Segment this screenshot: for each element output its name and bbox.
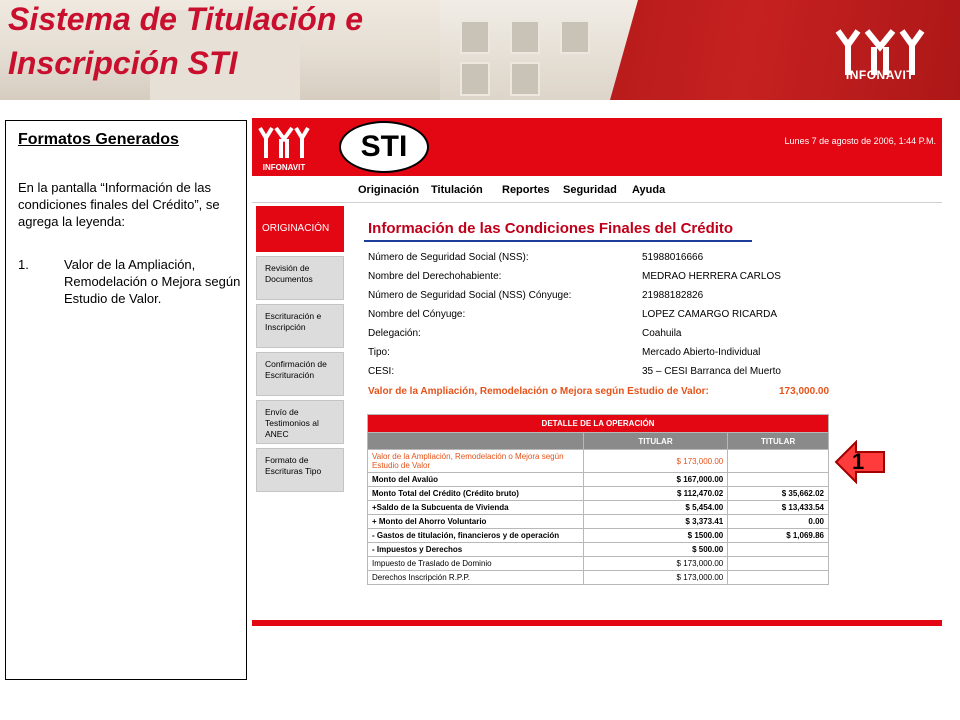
sidebar-item-revision[interactable]: Revisión de Documentos	[256, 256, 344, 300]
app-logo-text: INFONAVIT	[262, 163, 306, 172]
field-label: Número de Seguridad Social (NSS) Cónyuge:	[368, 290, 572, 301]
sidebar-item-formato[interactable]: Formato de Escrituras Tipo	[256, 448, 344, 492]
field-label: Nombre del Cónyuge:	[368, 309, 466, 320]
column-header: TITULAR	[728, 433, 829, 450]
callout-number: 1	[852, 449, 865, 474]
header-banner	[0, 0, 960, 100]
nav-item-ayuda[interactable]: Ayuda	[632, 184, 666, 196]
app-header	[252, 118, 942, 176]
nav-item-originacion[interactable]: Originación	[358, 184, 420, 196]
field-label: Nombre del Derechohabiente:	[368, 271, 502, 282]
nav-item-seguridad[interactable]: Seguridad	[563, 184, 617, 196]
field-value: 51988016666	[642, 252, 704, 263]
table-row: - Impuestos y Derechos $ 500.00	[368, 543, 829, 557]
column-header: TITULAR	[583, 433, 728, 450]
sidebar-item-confirmacion[interactable]: Confirmación de Escrituración	[256, 352, 344, 396]
detail-table-title: DETALLE DE LA OPERACIÓN	[368, 415, 829, 433]
sidebar	[256, 206, 346, 492]
field-label: Delegación:	[368, 328, 421, 339]
title-line-2: Inscripción STI	[8, 45, 238, 81]
table-row: - Gastos de titulación, financieros y de operación $ 1500.00 $ 1,069.86	[368, 529, 829, 543]
field-label: Tipo:	[368, 347, 390, 358]
table-row: Monto Total del Crédito (Crédito bruto) $ 112,470.02 $ 35,662.02	[368, 487, 829, 501]
main-nav	[252, 176, 942, 203]
highlight-label: Valor de la Ampliación, Remodelación o Mejora según Estudio de Valor:	[368, 386, 709, 397]
field-value: MEDRAO HERRERA CARLOS	[642, 271, 781, 282]
table-row: Monto del Avalúo $ 167,000.00	[368, 473, 829, 487]
title-line-1: Sistema de Titulación e	[8, 1, 364, 37]
field-value: Coahuila	[642, 328, 682, 339]
sti-logo: STI	[339, 121, 429, 173]
highlight-value: 173,000.00	[779, 386, 830, 397]
description-panel	[5, 120, 247, 680]
table-row: Valor de la Ampliación, Remodelación o Mejora según Estudio de Valor $ 173,000.00	[368, 450, 829, 473]
field-label: Número de Seguridad Social (NSS):	[368, 252, 529, 263]
app-footer-bar	[252, 620, 942, 626]
date-display: Lunes 7 de agosto de 2006, 1:44 P.M.	[784, 136, 936, 146]
list-item-number: 1.	[18, 257, 29, 272]
table-row: +Saldo de la Subcuenta de Vivienda $ 5,454.00 $ 13,433.54	[368, 501, 829, 515]
list-item-text: Valor de la Ampliación, Remodelación o Mejora según Estudio de Valor.	[64, 257, 241, 306]
sti-app-window	[252, 118, 942, 628]
table-row: Derechos Inscripción R.P.P. $ 173,000.00	[368, 571, 829, 585]
table-row: Impuesto de Traslado de Dominio $ 173,000.00	[368, 557, 829, 571]
panel-description: En la pantalla “Información de las condiciones finales del Crédito”, se agrega la leyenda:	[18, 180, 220, 229]
field-value: 35 – CESI Barranca del Muerto	[642, 366, 781, 377]
nav-item-reportes[interactable]: Reportes	[502, 184, 550, 196]
infonavit-logo-icon	[256, 122, 312, 174]
field-value: LOPEZ CAMARGO RICARDA	[642, 309, 778, 320]
field-label: CESI:	[368, 366, 395, 377]
field-value: Mercado Abierto-Individual	[642, 347, 761, 358]
sidebar-item-envio[interactable]: Envío de Testimonios al ANEC	[256, 400, 344, 444]
panel-heading: Formatos Generados	[18, 131, 179, 148]
field-value: 21988182826	[642, 290, 704, 301]
info-title: Información de las Condiciones Finales del Crédito	[368, 220, 734, 237]
sidebar-item-originacion[interactable]: ORIGINACIÓN	[256, 206, 344, 252]
sidebar-item-escrituracion[interactable]: Escrituración e Inscripción	[256, 304, 344, 348]
table-row: + Monto del Ahorro Voluntario $ 3,373.41 0.00	[368, 515, 829, 529]
nav-item-titulacion[interactable]: Titulación	[431, 184, 483, 196]
page-title	[8, 0, 363, 85]
detail-table	[367, 414, 829, 585]
infonavit-logo-text: INFONAVIT	[845, 68, 915, 82]
title-underline	[364, 240, 752, 242]
